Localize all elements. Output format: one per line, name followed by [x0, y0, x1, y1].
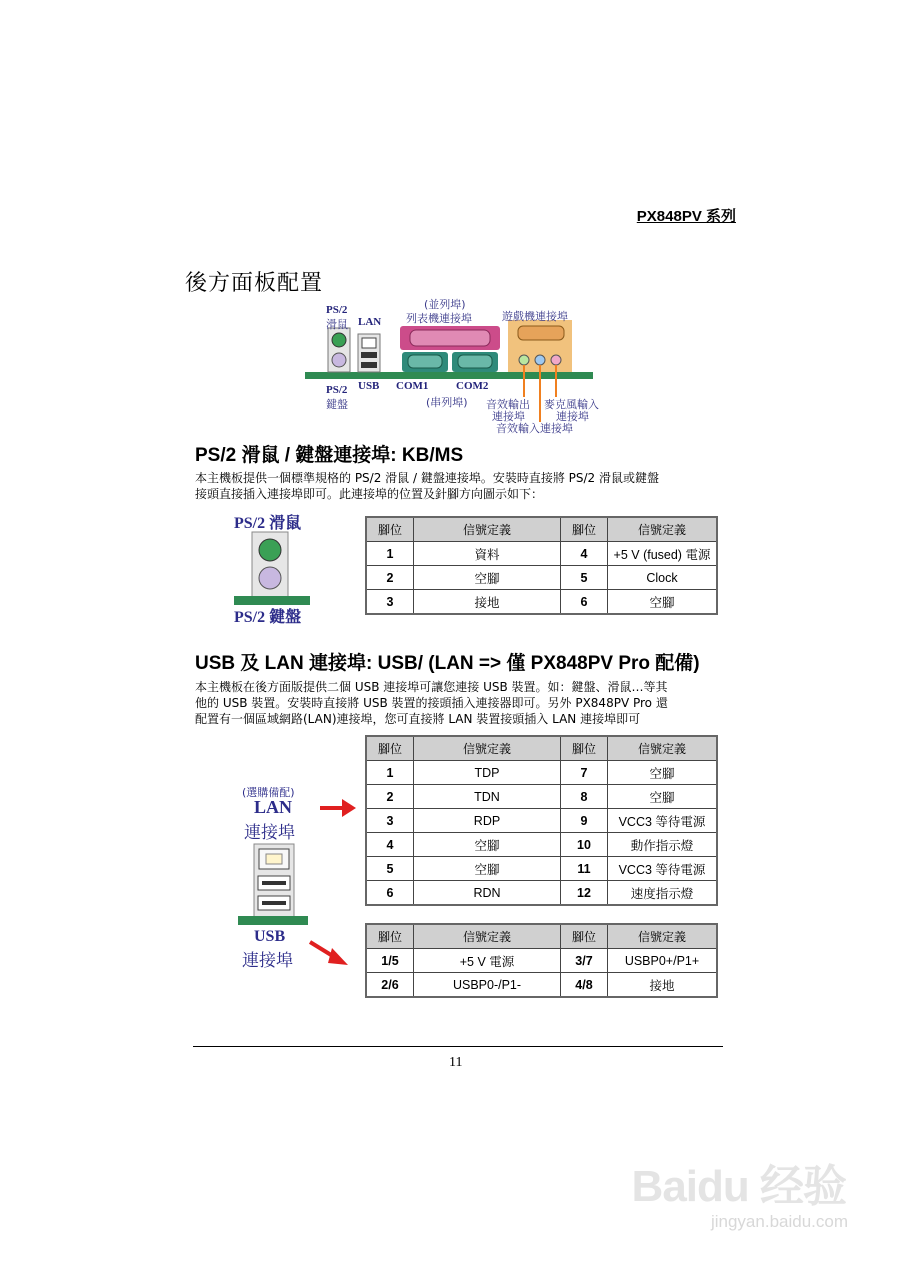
table-row — [366, 785, 717, 809]
table-row — [366, 761, 717, 785]
usb-label: USB — [358, 380, 380, 392]
ps2-kb-bottom: 鍵盤 — [326, 398, 348, 411]
table-cell: 9 — [561, 809, 608, 833]
table-cell: USBP0-/P1- — [414, 973, 561, 998]
table-cell: 7 — [561, 761, 608, 785]
usb-lan-paragraph-2: 他的 USB 裝置。安裝時直接將 USB 裝置的接頭插入連接器即可。另外 PX848PV Pro 還 — [195, 696, 668, 710]
table-header: 腳位 — [561, 736, 608, 761]
usb-lan-paragraph-1: 本主機板在後方面版提供二個 USB 連接埠可讓您連接 USB 裝置。如：鍵盤、滑鼠…等其 — [195, 680, 668, 694]
parallel-bottom: 列表機連接埠 — [406, 312, 472, 325]
ps2-connector-graphic — [232, 530, 312, 610]
mic-in-1: 麥克風輸入 — [544, 398, 599, 411]
lan-usb-connector-graphic — [236, 842, 310, 926]
table-cell: 接地 — [414, 590, 561, 615]
parallel-top: (並列埠) — [424, 298, 466, 311]
table-header-row — [366, 924, 717, 949]
table-row — [366, 973, 717, 998]
table-cell: 1/5 — [366, 949, 414, 973]
com2-label: COM2 — [456, 380, 489, 392]
audio-in-label: 音效輸入連接埠 — [496, 422, 573, 435]
lan-label: LAN — [358, 316, 382, 328]
table-header: 信號定義 — [414, 924, 561, 949]
usb-caption: USB — [254, 928, 286, 945]
table-cell: TDP — [414, 761, 561, 785]
lan-port-caption: 連接埠 — [244, 823, 295, 843]
table-cell: 空腳 — [608, 785, 718, 809]
usb-port-caption: 連接埠 — [242, 951, 293, 971]
ps2-paragraph-1: 本主機板提供一個標準規格的 PS/2 滑鼠 / 鍵盤連接埠。安裝時直接將 PS/2 滑鼠或鍵盤 — [195, 471, 659, 485]
table-header: 腳位 — [366, 736, 414, 761]
series-title: PX848PV 系列 — [636, 208, 736, 225]
table-cell: 3 — [366, 590, 414, 615]
table-cell: 2 — [366, 785, 414, 809]
table-cell: 11 — [561, 857, 608, 881]
table-row — [366, 857, 717, 881]
ps2-keyboard-caption: PS/2 鍵盤 — [234, 609, 302, 626]
audio-out-2: 連接埠 — [492, 410, 525, 423]
table-cell: 2/6 — [366, 973, 414, 998]
table-row — [366, 590, 717, 615]
ps2-mouse-caption: PS/2 滑鼠 — [234, 515, 302, 532]
table-cell: 動作指示燈 — [608, 833, 718, 857]
table-header: 信號定義 — [608, 924, 718, 949]
table-cell: VCC3 等待電源 — [608, 857, 718, 881]
table-cell: 2 — [366, 566, 414, 590]
table-cell: 3/7 — [561, 949, 608, 973]
table-cell: 空腳 — [608, 590, 718, 615]
audio-out-1: 音效輸出 — [486, 398, 530, 411]
table-header: 腳位 — [561, 517, 608, 542]
table-row — [366, 566, 717, 590]
table-cell: RDN — [414, 881, 561, 906]
table-cell: 接地 — [608, 973, 718, 998]
lan-caption: LAN — [254, 797, 293, 817]
table-cell: RDP — [414, 809, 561, 833]
game-port-label: 遊戲機連接埠 — [502, 310, 568, 323]
usb-pin-table — [365, 923, 718, 998]
serial-label: (串列埠) — [426, 396, 468, 409]
table-cell: 8 — [561, 785, 608, 809]
table-row — [366, 542, 717, 566]
footer-rule — [193, 1046, 723, 1047]
table-cell: 6 — [561, 590, 608, 615]
lan-arrow-icon — [318, 796, 358, 820]
table-cell: 4 — [561, 542, 608, 566]
table-cell: +5 V (fused) 電源 — [608, 542, 718, 566]
table-row — [366, 949, 717, 973]
table-cell: 3 — [366, 809, 414, 833]
usb-arrow-icon — [306, 938, 350, 968]
table-cell: Clock — [608, 566, 718, 590]
com1-label: COM1 — [396, 380, 429, 392]
table-cell: 6 — [366, 881, 414, 906]
lan-pin-table — [365, 735, 718, 906]
table-header: 信號定義 — [608, 517, 718, 542]
table-cell: TDN — [414, 785, 561, 809]
table-header: 腳位 — [366, 924, 414, 949]
table-cell: 空腳 — [414, 857, 561, 881]
ps2-kb-top: PS/2 — [326, 384, 348, 396]
table-cell: 1 — [366, 761, 414, 785]
ps2-heading: PS/2 滑鼠 / 鍵盤連接埠: KB/MS — [195, 445, 464, 466]
table-header-row — [366, 736, 717, 761]
table-cell: VCC3 等待電源 — [608, 809, 718, 833]
table-header: 腳位 — [561, 924, 608, 949]
table-cell: 資料 — [414, 542, 561, 566]
rear-panel-diagram — [300, 292, 620, 437]
watermark-logo: Baidu 经验 — [631, 1162, 846, 1211]
watermark-url: jingyan.baidu.com — [710, 1212, 848, 1231]
table-cell: 4 — [366, 833, 414, 857]
table-cell: 速度指示燈 — [608, 881, 718, 906]
lan-optional-note: (選購備配) — [242, 786, 295, 799]
ps2-pin-table — [365, 516, 718, 615]
table-cell: 12 — [561, 881, 608, 906]
mic-in-2: 連接埠 — [556, 410, 589, 423]
section-title: 後方面板配置 — [185, 271, 324, 296]
table-cell: 5 — [561, 566, 608, 590]
table-header: 腳位 — [366, 517, 414, 542]
table-row — [366, 809, 717, 833]
table-header: 信號定義 — [414, 736, 561, 761]
table-header: 信號定義 — [608, 736, 718, 761]
ps2-mouse-bottom: 滑鼠 — [326, 318, 348, 331]
table-header: 信號定義 — [414, 517, 561, 542]
usb-lan-paragraph-3: 配置有一個區域網路(LAN)連接埠，您可直接將 LAN 裝置接頭插入 LAN 連接埠即可 — [195, 712, 641, 726]
table-header-row — [366, 517, 717, 542]
page-number: 11 — [449, 1055, 463, 1070]
table-cell: 空腳 — [414, 833, 561, 857]
table-row — [366, 833, 717, 857]
table-cell: USBP0+/P1+ — [608, 949, 718, 973]
ps2-paragraph-2: 接頭直接插入連接埠即可。此連接埠的位置及針腳方向圖示如下： — [195, 487, 544, 501]
usb-lan-heading: USB 及 LAN 連接埠: USB/ (LAN => 僅 PX848PV Pro 配備) — [195, 653, 700, 674]
table-cell: 空腳 — [608, 761, 718, 785]
table-cell: 10 — [561, 833, 608, 857]
ps2-mouse-top: PS/2 — [326, 304, 348, 316]
table-cell: 空腳 — [414, 566, 561, 590]
table-cell: 4/8 — [561, 973, 608, 998]
table-cell: 1 — [366, 542, 414, 566]
table-cell: 5 — [366, 857, 414, 881]
table-cell: +5 V 電源 — [414, 949, 561, 973]
table-row — [366, 881, 717, 906]
